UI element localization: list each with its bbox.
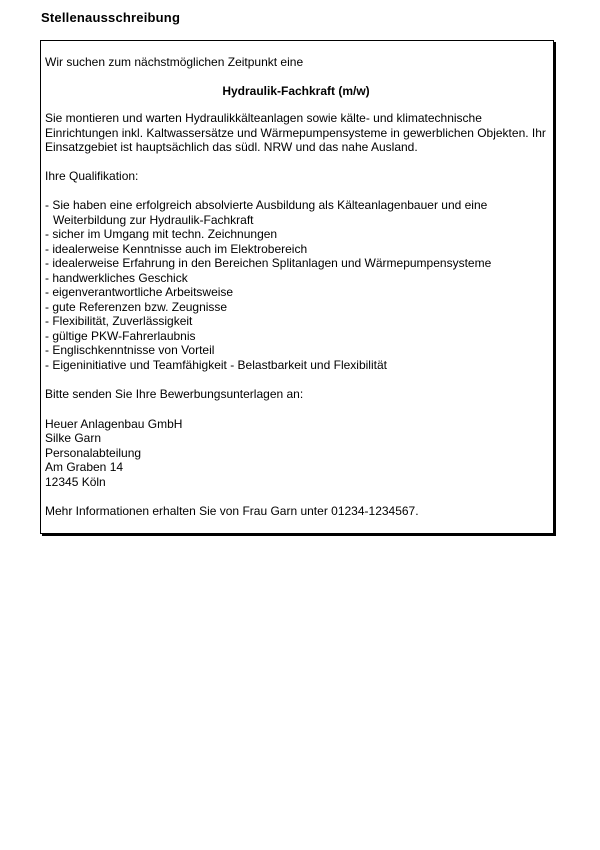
qualification-item: - Sie haben eine erfolgreich absolvierte Ausbildung als Kälteanlagenbauer und eine Weiterbildung zur Hydraulik-Fachkraft	[45, 198, 488, 227]
qualification-item: - Englischkenntnisse von Vorteil	[45, 343, 215, 357]
intro-text: Wir suchen zum nächstmöglichen Zeitpunkt eine	[45, 55, 304, 69]
qualification-item: - Eigeninitiative und Teamfähigkeit - Belastbarkeit und Flexibilität	[45, 357, 387, 372]
qualification-item: - Flexibilität, Zuverlässigkeit	[45, 314, 193, 328]
qualification-item: - idealerweise Kenntnisse auch im Elektrobereich	[45, 241, 308, 256]
contact-info: Mehr Informationen erhalten Sie von Frau Garn unter 01234-1234567.	[45, 504, 419, 518]
address-block	[45, 417, 547, 490]
page-title: Stellenausschreibung	[41, 10, 181, 25]
qualification-item: - gültige PKW-Fahrerlaubnis	[45, 328, 196, 343]
qualification-item: - eigenverantwortliche Arbeitsweise	[45, 285, 234, 299]
department: Personalabteilung	[45, 445, 142, 460]
postal-city: 12345 Köln	[45, 474, 106, 489]
company-name: Heuer Anlagenbau GmbH	[45, 416, 183, 431]
contact-person: Silke Garn	[45, 431, 102, 445]
street-address: Am Graben 14	[45, 460, 124, 474]
qualifications-heading: Ihre Qualifikation:	[45, 168, 139, 183]
job-ad-content	[45, 55, 547, 519]
qualification-item: - idealerweise Erfahrung in den Bereichen Splitanlagen und Wärmepumpensysteme	[45, 256, 492, 270]
qualification-item: - sicher im Umgang mit techn. Zeichnungen	[45, 227, 278, 241]
job-description: Sie montieren und warten Hydraulikkälteanlagen sowie kälte- und klimatechnische Einrichtungen inkl. Kaltwassersätze und Wärmepumpensysteme in gewerblichen Objekten. Ihr Einsatzgebiet ist hauptsächlich das südl. NRW und das nahe Ausland.	[45, 111, 546, 154]
job-title: Hydraulik-Fachkraft (m/w)	[222, 83, 370, 98]
qualification-item: - handwerkliches Geschick	[45, 270, 188, 285]
qualification-item: - gute Referenzen bzw. Zeugnisse	[45, 299, 228, 314]
job-ad-box	[40, 40, 554, 534]
application-instruction: Bitte senden Sie Ihre Bewerbungsunterlagen an:	[45, 387, 304, 401]
qualifications-list	[45, 198, 547, 372]
